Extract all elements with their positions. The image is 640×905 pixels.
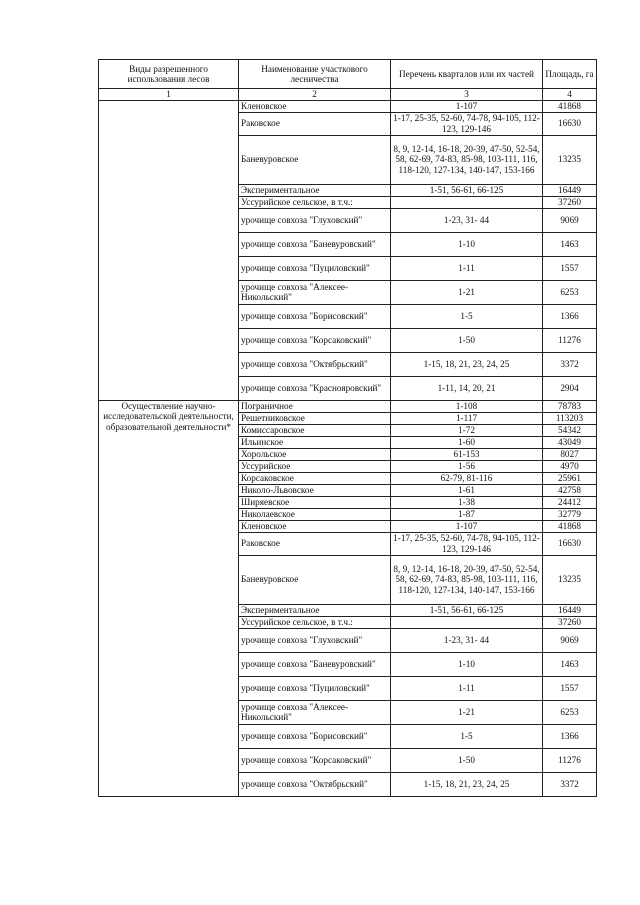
quarters-cell: 1-56 (391, 460, 543, 472)
district-name-cell: урочище совхоза "Краснояровский" (239, 376, 391, 400)
area-cell: 8027 (543, 448, 597, 460)
quarters-cell: 1-17, 25-35, 52-60, 74-78, 94-105, 112-123, 129-146 (391, 112, 543, 135)
area-cell: 25961 (543, 472, 597, 484)
area-cell: 1366 (543, 724, 597, 748)
quarters-cell: 1-11 (391, 256, 543, 280)
area-cell: 24412 (543, 496, 597, 508)
quarters-cell: 1-108 (391, 400, 543, 412)
quarters-cell: 1-107 (391, 100, 543, 112)
district-name-cell: урочище совхоза "Глуховский" (239, 208, 391, 232)
table-row (99, 400, 597, 412)
use-type-cell: Осуществление научно-исследовательской деятельности, образовательной деятельности* (99, 400, 239, 796)
table-row (99, 100, 597, 112)
area-cell: 1557 (543, 676, 597, 700)
column-number: 2 (239, 89, 391, 101)
header-area: Площадь, га (543, 60, 597, 89)
column-number: 4 (543, 89, 597, 101)
district-name-cell: урочище совхоза "Борисовский" (239, 304, 391, 328)
quarters-cell: 1-5 (391, 304, 543, 328)
quarters-cell: 1-15, 18, 21, 23, 24, 25 (391, 772, 543, 796)
district-name-cell: Николаевское (239, 508, 391, 520)
area-cell: 1557 (543, 256, 597, 280)
area-cell: 37260 (543, 616, 597, 628)
quarters-cell: 1-10 (391, 232, 543, 256)
quarters-cell (391, 196, 543, 208)
district-name-cell: Ильинское (239, 436, 391, 448)
district-name-cell: Комиссаровское (239, 424, 391, 436)
area-cell: 78783 (543, 400, 597, 412)
quarters-cell: 1-5 (391, 724, 543, 748)
quarters-cell (391, 616, 543, 628)
area-cell: 42758 (543, 484, 597, 496)
area-cell: 1463 (543, 652, 597, 676)
column-number-row (99, 89, 597, 101)
area-cell: 41868 (543, 100, 597, 112)
district-name-cell: Баневуровское (239, 555, 391, 604)
area-cell: 16449 (543, 184, 597, 196)
district-name-cell: урочище совхоза "Баневуровский" (239, 652, 391, 676)
table-body (99, 100, 597, 796)
area-cell: 1463 (543, 232, 597, 256)
district-name-cell: Решетниковское (239, 412, 391, 424)
quarters-cell: 62-79, 81-116 (391, 472, 543, 484)
district-name-cell: урочище совхоза "Алексее-Никольский" (239, 700, 391, 724)
quarters-cell: 1-50 (391, 328, 543, 352)
quarters-cell: 1-87 (391, 508, 543, 520)
district-name-cell: урочище совхоза "Октябрьский" (239, 772, 391, 796)
quarters-cell: 8, 9, 12-14, 16-18, 20-39, 47-50, 52-54, 58, 62-69, 74-83, 85-98, 103-111, 116, 118-120, 127-134, 140-147, 153-166 (391, 555, 543, 604)
district-name-cell: урочище совхоза "Глуховский" (239, 628, 391, 652)
area-cell: 54342 (543, 424, 597, 436)
quarters-cell: 1-21 (391, 280, 543, 304)
header-use-type: Виды разрешенного использования лесов (99, 60, 239, 89)
district-name-cell: Ширяевское (239, 496, 391, 508)
area-cell: 13235 (543, 135, 597, 184)
document-page (98, 59, 597, 797)
quarters-cell: 1-15, 18, 21, 23, 24, 25 (391, 352, 543, 376)
quarters-cell: 1-21 (391, 700, 543, 724)
area-cell: 11276 (543, 328, 597, 352)
district-name-cell: Хорольское (239, 448, 391, 460)
use-type-cell (99, 100, 239, 400)
district-name-cell: Уссурийское сельское, в т.ч.: (239, 616, 391, 628)
district-name-cell: Корсаковское (239, 472, 391, 484)
quarters-cell: 1-11 (391, 676, 543, 700)
quarters-cell: 1-23, 31- 44 (391, 628, 543, 652)
district-name-cell: урочище совхоза "Корсаковский" (239, 748, 391, 772)
area-cell: 3372 (543, 352, 597, 376)
header-row (99, 60, 597, 89)
area-cell: 16630 (543, 112, 597, 135)
area-cell: 37260 (543, 196, 597, 208)
area-cell: 11276 (543, 748, 597, 772)
district-name-cell: Раковское (239, 532, 391, 555)
quarters-cell: 1-117 (391, 412, 543, 424)
quarters-cell: 1-60 (391, 436, 543, 448)
district-name-cell: Пограничное (239, 400, 391, 412)
header-quarters-list: Перечень кварталов или их частей (391, 60, 543, 89)
quarters-cell: 1-10 (391, 652, 543, 676)
district-name-cell: урочище совхоза "Пуциловский" (239, 676, 391, 700)
area-cell: 6253 (543, 700, 597, 724)
area-cell: 3372 (543, 772, 597, 796)
district-name-cell: Кленовское (239, 520, 391, 532)
district-name-cell: Николо-Львовское (239, 484, 391, 496)
district-name-cell: Раковское (239, 112, 391, 135)
quarters-cell: 1-61 (391, 484, 543, 496)
area-cell: 41868 (543, 520, 597, 532)
quarters-cell: 8, 9, 12-14, 16-18, 20-39, 47-50, 52-54, 58, 62-69, 74-83, 85-98, 103-111, 116, 118-120, 127-134, 140-147, 153-166 (391, 135, 543, 184)
area-cell: 1366 (543, 304, 597, 328)
area-cell: 43049 (543, 436, 597, 448)
district-name-cell: урочище совхоза "Корсаковский" (239, 328, 391, 352)
quarters-cell: 61-153 (391, 448, 543, 460)
area-cell: 9069 (543, 628, 597, 652)
district-name-cell: урочище совхоза "Борисовский" (239, 724, 391, 748)
district-name-cell: урочище совхоза "Баневуровский" (239, 232, 391, 256)
quarters-cell: 1-107 (391, 520, 543, 532)
quarters-cell: 1-51, 56-61, 66-125 (391, 604, 543, 616)
column-number: 1 (99, 89, 239, 101)
quarters-cell: 1-17, 25-35, 52-60, 74-78, 94-105, 112-123, 129-146 (391, 532, 543, 555)
area-cell: 113203 (543, 412, 597, 424)
header-district-name: Наименование участкового лесничества (239, 60, 391, 89)
district-name-cell: Экспериментальное (239, 604, 391, 616)
area-cell: 13235 (543, 555, 597, 604)
area-cell: 2904 (543, 376, 597, 400)
quarters-cell: 1-38 (391, 496, 543, 508)
quarters-cell: 1-11, 14, 20, 21 (391, 376, 543, 400)
quarters-cell: 1-51, 56-61, 66-125 (391, 184, 543, 196)
quarters-cell: 1-72 (391, 424, 543, 436)
area-cell: 16449 (543, 604, 597, 616)
district-name-cell: Уссурийское сельское, в т.ч.: (239, 196, 391, 208)
forest-use-table (98, 59, 597, 797)
table-header (99, 60, 597, 101)
quarters-cell: 1-50 (391, 748, 543, 772)
district-name-cell: урочище совхоза "Алексее-Никольский" (239, 280, 391, 304)
area-cell: 6253 (543, 280, 597, 304)
district-name-cell: урочище совхоза "Октябрьский" (239, 352, 391, 376)
area-cell: 16630 (543, 532, 597, 555)
district-name-cell: урочище совхоза "Пуциловский" (239, 256, 391, 280)
area-cell: 32779 (543, 508, 597, 520)
quarters-cell: 1-23, 31- 44 (391, 208, 543, 232)
area-cell: 9069 (543, 208, 597, 232)
district-name-cell: Уссурийское (239, 460, 391, 472)
district-name-cell: Экспериментальное (239, 184, 391, 196)
district-name-cell: Кленовское (239, 100, 391, 112)
district-name-cell: Баневуровское (239, 135, 391, 184)
column-number: 3 (391, 89, 543, 101)
area-cell: 4970 (543, 460, 597, 472)
